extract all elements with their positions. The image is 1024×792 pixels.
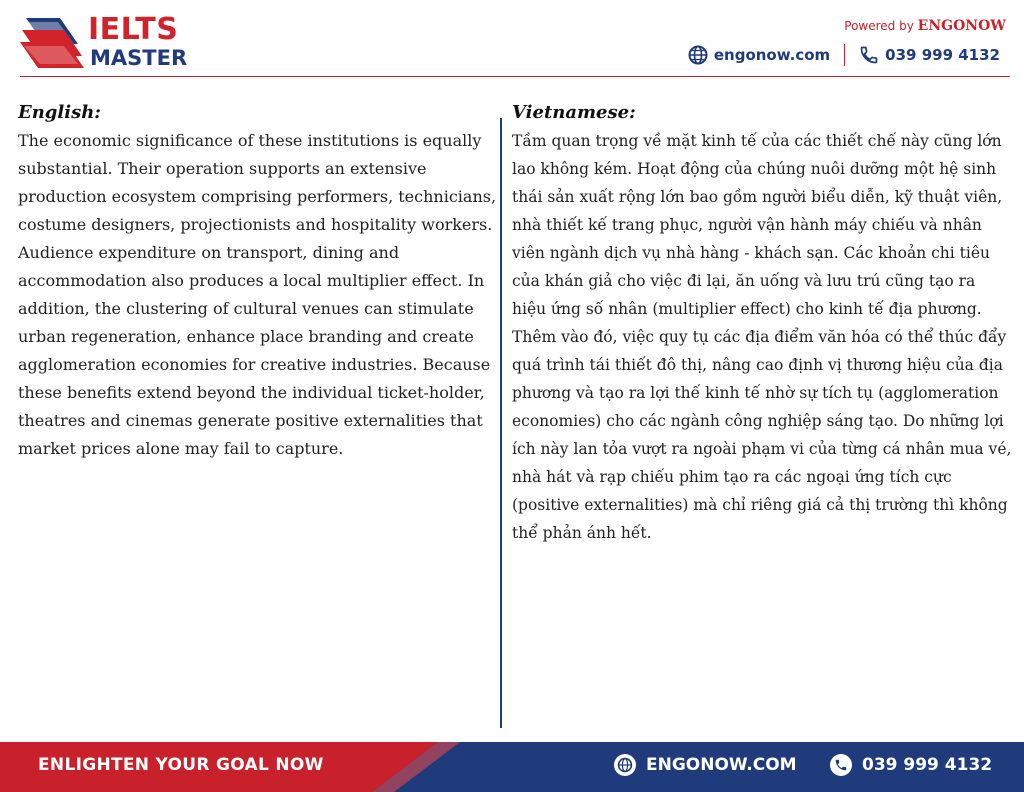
english-column bbox=[18, 101, 498, 463]
vietnamese-text: Tầm quan trọng về mặt kinh tế của các thiết chế này cũng lớn lao không kém. Hoạt động của chúng nuôi dưỡng một hệ sinh thái sản xuất rộng lớn bao gồm người biểu diễn, kỹ thuật viên, nhà thiết kế trang phục, người vận hành máy chiếu và nhân viên ngành dịch vụ nhà hàng - khách sạn. Các khoản chi tiêu của khán giả cho việc đi lại, ăn uống và lưu trú cũng tạo ra hiệu ứng số nhân (multiplier effect) cho kinh tế địa phương. Thêm vào đó, việc quy tụ các địa điểm văn hóa có thể thúc đẩy quá trình tái thiết đô thị, nâng cao định vị thương hiệu của địa phương và tạo ra lợi thế kinh tế nhờ sự tích tụ (agglomeration economies) cho các ngành công nghiệp sáng tạo. Do những lợi ích này lan tỏa vượt ra ngoài phạm vi của từng cá nhân mua vé, nhà hát và rạp chiếu phim tạo ra các ngoại ứng tích cực (positive externalities) mà chỉ riêng giá cả thị trường thì không thể phản ánh hết. bbox=[512, 132, 1012, 542]
powered-brand: ENGONOW bbox=[917, 18, 1006, 34]
footer-phone: 039 999 4132 bbox=[862, 755, 993, 775]
header-rule bbox=[20, 76, 1010, 77]
globe-icon bbox=[614, 754, 636, 776]
logo-ielts-text: IELTS bbox=[88, 12, 179, 47]
logo-master-text: MASTER bbox=[90, 46, 188, 70]
footer-slogan: ENLIGHTEN YOUR GOAL NOW bbox=[38, 755, 324, 775]
header-website-link[interactable] bbox=[688, 45, 830, 65]
phone-icon bbox=[859, 45, 879, 65]
page-header bbox=[0, 0, 1024, 80]
english-text: The economic significance of these institutions is equally substantial. Their operation supports an extensive production ecosystem comprising performers, technicians, costume designers, projectionists and hospitality workers. Audience expenditure on transport, dining and accommodation also produces a local multiplier effect. In addition, the clustering of cultural venues can stimulate urban regeneration, enhance place branding and create agglomeration economies for creative industries. Because these benefits extend beyond the individual ticket-holder, theatres and cinemas generate positive externalities that market prices alone may fail to capture. bbox=[18, 131, 497, 458]
vietnamese-column bbox=[512, 101, 1012, 547]
book-stack-logo-icon bbox=[20, 14, 84, 68]
footer-phone-link[interactable] bbox=[830, 754, 992, 776]
powered-prefix: Powered by bbox=[844, 19, 914, 33]
header-contacts bbox=[688, 44, 1000, 66]
header-phone-link[interactable] bbox=[859, 45, 1000, 65]
english-title: English: bbox=[18, 102, 101, 123]
header-phone: 039 999 4132 bbox=[885, 46, 1000, 64]
header-contact-separator bbox=[844, 44, 845, 66]
globe-icon bbox=[688, 45, 708, 65]
vietnamese-title: Vietnamese: bbox=[512, 102, 636, 123]
column-divider bbox=[500, 118, 502, 728]
header-website: engonow.com bbox=[713, 46, 831, 64]
page-footer bbox=[0, 742, 1024, 792]
ielts-master-logo[interactable] bbox=[20, 12, 188, 72]
footer-website: ENGONOW.COM bbox=[646, 755, 797, 775]
footer-website-link[interactable] bbox=[614, 754, 797, 776]
phone-icon bbox=[830, 754, 852, 776]
powered-by bbox=[844, 18, 1006, 34]
